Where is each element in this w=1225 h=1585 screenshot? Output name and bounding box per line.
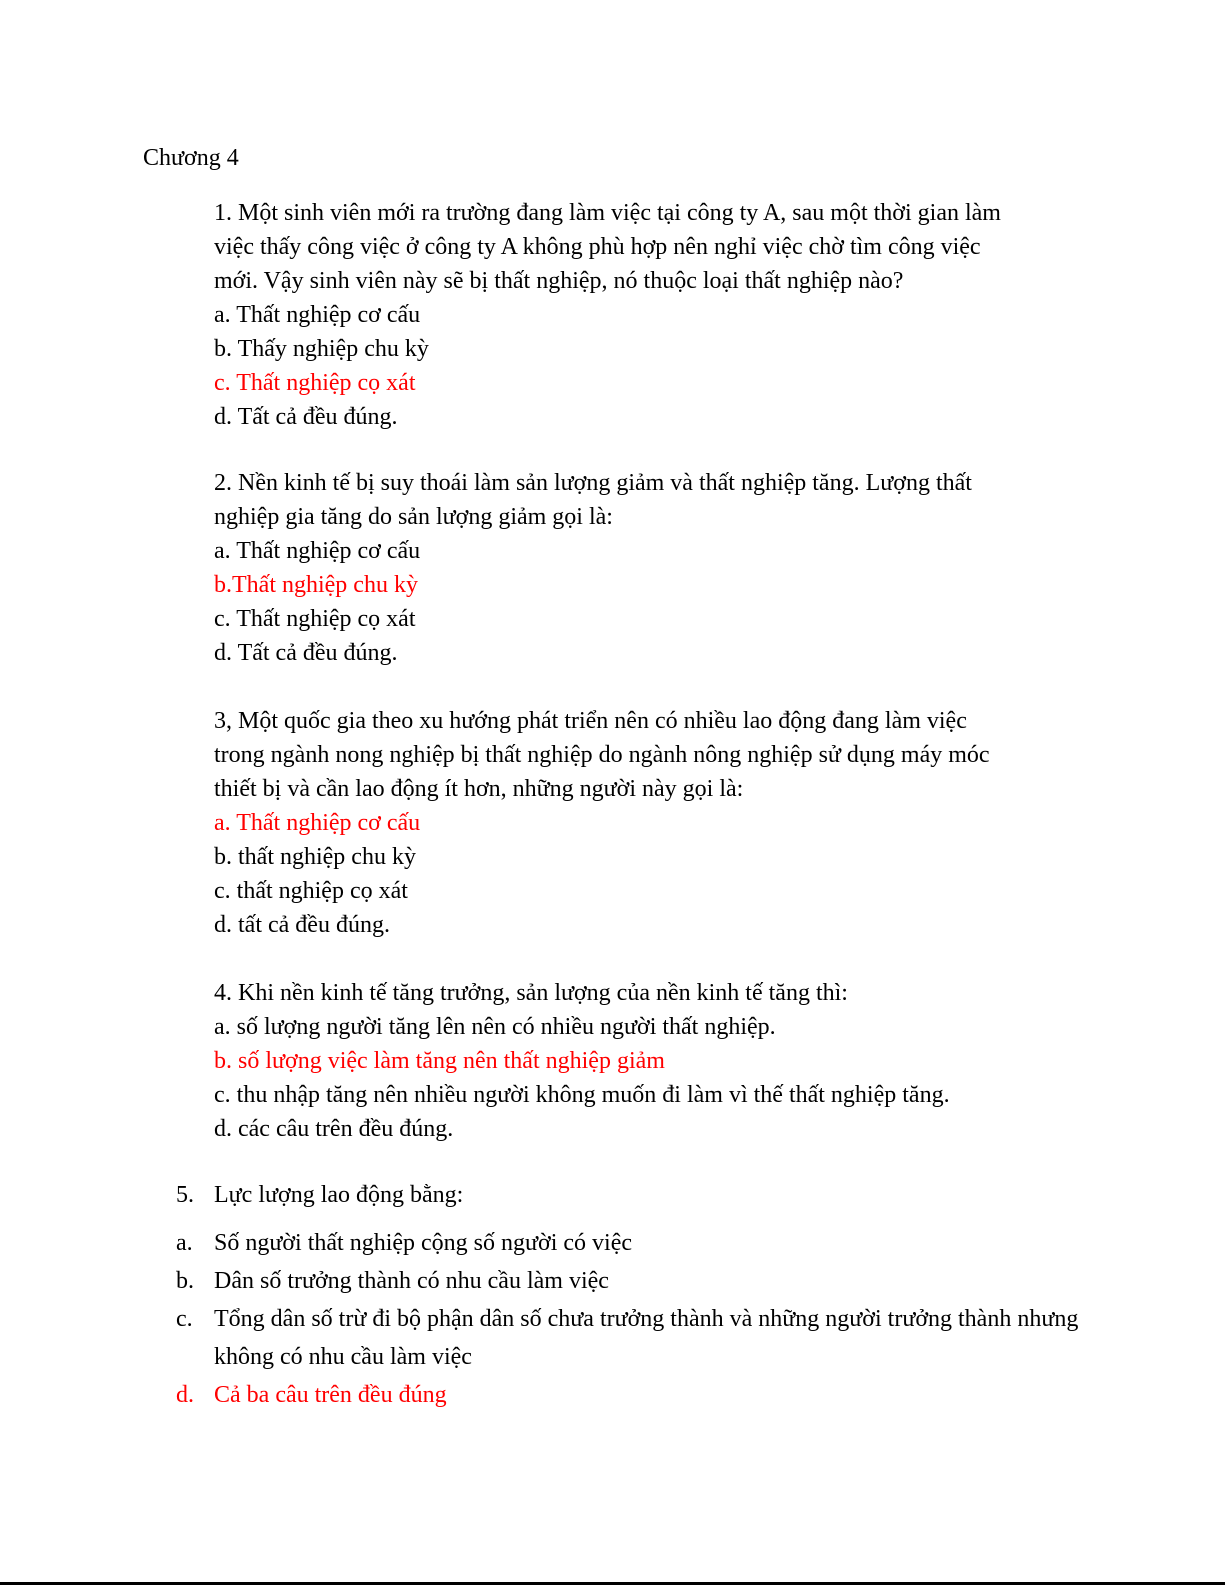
question-5-stem-item xyxy=(176,1178,1106,1212)
question-5 xyxy=(176,1178,1106,1414)
question-2-option-b-correct: b.Thất nghiệp chu kỳ xyxy=(214,572,418,598)
question-5-stem: Lực lượng lao động bằng: xyxy=(214,1182,464,1208)
question-3-stem-line-1: 3, Một quốc gia theo xu hướng phát triển nên có nhiều lao động đang làm việc xyxy=(214,708,967,734)
question-5-option-c xyxy=(176,1300,1106,1376)
option-text: Tổng dân số trừ đi bộ phận dân số chưa trưởng thành và những người trưởng thành nhưng không có nhu cầu làm việc xyxy=(214,1306,1079,1370)
question-3-stem-line-3: thiết bị và cần lao động ít hơn, những người này gọi là: xyxy=(214,776,744,802)
question-4 xyxy=(214,976,1094,1146)
option-marker: c. xyxy=(176,1306,193,1332)
option-marker: b. xyxy=(176,1268,194,1294)
question-3 xyxy=(214,704,1094,942)
question-5-option-a xyxy=(176,1224,1106,1262)
question-3-option-a-correct: a. Thất nghiệp cơ cấu xyxy=(214,810,421,836)
option-marker: d. xyxy=(176,1382,194,1408)
question-5-option-d-correct xyxy=(176,1376,1106,1414)
question-4-option-a: a. số lượng người tăng lên nên có nhiều người thất nghiệp. xyxy=(214,1014,776,1040)
option-text: Cả ba câu trên đều đúng xyxy=(214,1382,447,1408)
question-5-number: 5. xyxy=(176,1182,194,1208)
question-1-stem-line-1: 1. Một sinh viên mới ra trường đang làm việc tại công ty A, sau một thời gian làm xyxy=(214,200,1001,226)
question-2-option-d: d. Tất cả đều đúng. xyxy=(214,640,398,666)
question-1-stem-line-3: mới. Vậy sinh viên này sẽ bị thất nghiệp, nó thuộc loại thất nghiệp nào? xyxy=(214,268,904,294)
question-1-stem-line-2: việc thấy công việc ở công ty A không phù hợp nên nghỉ việc chờ tìm công việc xyxy=(214,234,981,260)
question-1-option-a: a. Thất nghiệp cơ cấu xyxy=(214,302,421,328)
question-4-option-b-correct: b. số lượng việc làm tăng nên thất nghiệp giảm xyxy=(214,1048,665,1074)
question-1-option-c-correct: c. Thất nghiệp cọ xát xyxy=(214,370,416,396)
question-4-option-c: c. thu nhập tăng nên nhiều người không muốn đi làm vì thế thất nghiệp tăng. xyxy=(214,1082,950,1108)
question-1-option-d: d. Tất cả đều đúng. xyxy=(214,404,398,430)
option-marker: a. xyxy=(176,1230,193,1256)
question-2-option-c: c. Thất nghiệp cọ xát xyxy=(214,606,416,632)
page-title: Chương 4 xyxy=(143,145,239,171)
question-2 xyxy=(214,466,1094,670)
question-5-option-b xyxy=(176,1262,1106,1300)
question-3-option-c: c. thất nghiệp cọ xát xyxy=(214,878,408,904)
question-1 xyxy=(214,196,1094,434)
question-2-option-a: a. Thất nghiệp cơ cấu xyxy=(214,538,421,564)
question-3-option-b: b. thất nghiệp chu kỳ xyxy=(214,844,416,870)
question-3-option-d: d. tất cả đều đúng. xyxy=(214,912,390,938)
question-4-option-d: d. các câu trên đều đúng. xyxy=(214,1116,454,1142)
option-text: Số người thất nghiệp cộng số người có việc xyxy=(214,1230,633,1256)
question-2-stem-line-1: 2. Nền kinh tế bị suy thoái làm sản lượng giảm và thất nghiệp tăng. Lượng thất xyxy=(214,470,972,496)
question-3-stem-line-2: trong ngành nong nghiệp bị thất nghiệp do ngành nông nghiệp sử dụng máy móc xyxy=(214,742,990,768)
question-4-stem: 4. Khi nền kinh tế tăng trưởng, sản lượng của nền kinh tế tăng thì: xyxy=(214,980,848,1006)
question-1-option-b: b. Thấy nghiệp chu kỳ xyxy=(214,336,429,362)
question-2-stem-line-2: nghiệp gia tăng do sản lượng giảm gọi là: xyxy=(214,504,613,530)
option-text: Dân số trưởng thành có nhu cầu làm việc xyxy=(214,1268,609,1294)
